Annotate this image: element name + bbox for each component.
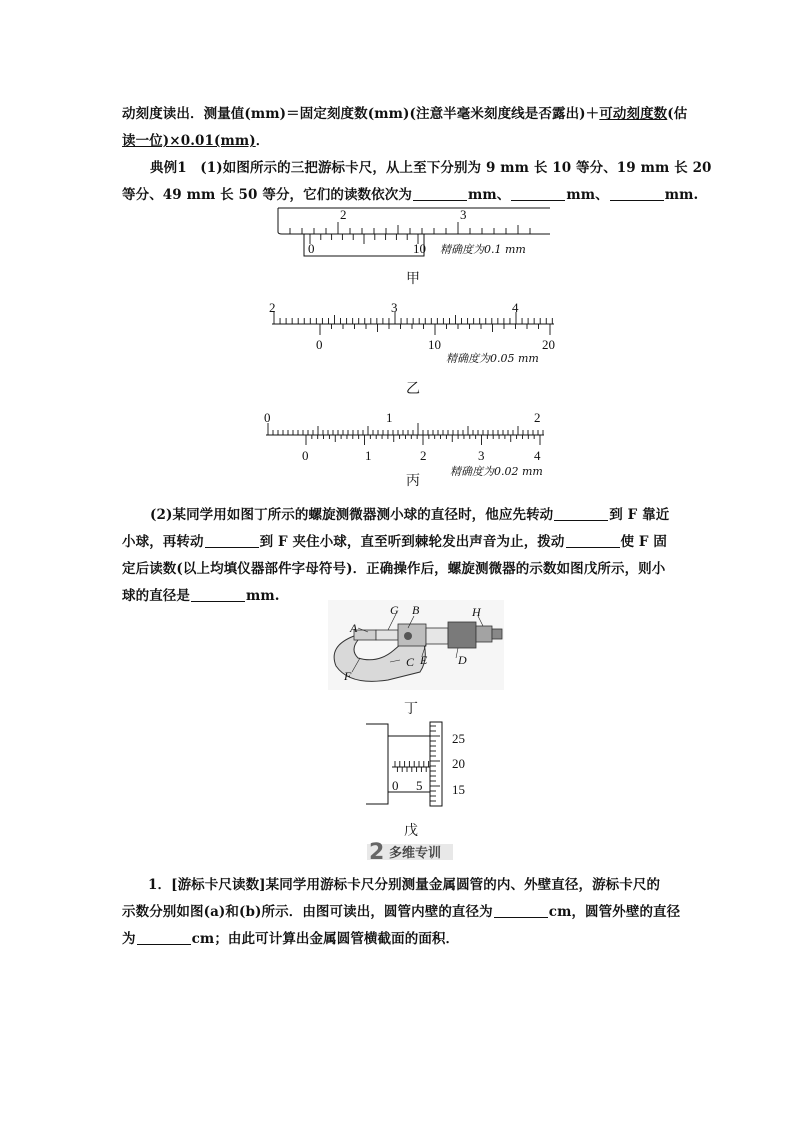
yi-vernier-label-10: 10 [428, 337, 441, 352]
yi-vernier-label-20: 20 [542, 337, 555, 352]
wu-sleeve-label-5: 5 [416, 778, 423, 793]
yi-main-label-4: 4 [512, 300, 519, 315]
section-number: 2 [369, 840, 385, 865]
answer-blank-6[interactable] [566, 535, 620, 548]
yi-main-ticks [274, 312, 552, 324]
part-label-D: D [458, 653, 467, 667]
jia-main-label-2: 2 [340, 207, 347, 222]
figure-caption-bing: 丙 [406, 473, 420, 489]
ding-spindle [376, 630, 398, 640]
exercise-line-1 [148, 873, 660, 893]
exercise-line-3 [122, 927, 459, 947]
unit-mm-3: mm. [664, 187, 699, 203]
example-p1-line-1-text: 典例1 (1)如图所示的三把游标卡尺，从上至下分别为 9 mm 长 10 等分、19 mm 长 20 [150, 160, 712, 176]
answer-blank-4[interactable] [554, 508, 608, 521]
micrometer-reading-wu [362, 722, 482, 806]
ding-sleeve [426, 628, 448, 644]
wu-frame [366, 724, 388, 804]
ding-ratchet-end [492, 629, 502, 639]
bing-main-ticks [268, 423, 543, 435]
example-p2-line-3 [122, 557, 665, 577]
example-p1-line-2-text: 等分、49 mm 长 50 等分，它们的读数依次为 [122, 187, 412, 203]
part-label-H: H [472, 605, 481, 619]
answer-blank-7[interactable] [191, 589, 245, 602]
figure-caption-ding: 丁 [404, 701, 418, 717]
bing-main-label-2: 2 [534, 410, 541, 425]
example-p2-line-2-mid: 到 F 夹住小球，直至听到棘轮发出声音为止，拨动 [259, 534, 565, 550]
example-p2-line-1-tail: 到 F 靠近 [609, 507, 670, 523]
answer-blank-3[interactable] [610, 188, 664, 201]
section-title: 多维专训 [389, 846, 442, 861]
bing-vernier-label-0: 0 [302, 448, 309, 463]
example-p2-line-4-unit: mm. [246, 588, 280, 604]
ding-lock-knob [404, 632, 412, 640]
ding-ratchet [476, 626, 492, 642]
answer-blank-9[interactable] [137, 932, 191, 945]
wu-thimble-label-15: 15 [452, 782, 465, 797]
exercise-line-3-text: 为 [122, 931, 136, 947]
figure-caption-wu: 戊 [404, 823, 418, 839]
example-p2-line-4-text: 球的直径是 [122, 588, 190, 604]
bing-vernier-ticks [306, 435, 540, 445]
figure-caption-yi: 乙 [406, 381, 420, 397]
vernier-caliper-jia [270, 200, 570, 270]
bing-vernier-label-2: 2 [420, 448, 427, 463]
example-p2-line-4 [122, 584, 280, 604]
part-label-A: A [350, 621, 358, 635]
wu-thimble-label-25: 25 [452, 731, 465, 746]
intro-line-2 [122, 129, 269, 149]
micrometer-ding [328, 600, 518, 692]
jia-main-ticks [290, 222, 530, 234]
jia-vernier-ticks [310, 234, 418, 244]
jia-main-scale-body [278, 208, 550, 234]
bing-main-label-0: 0 [264, 410, 271, 425]
intro-underlined-term: 可动刻度数 [599, 106, 668, 122]
part-label-E: E [420, 653, 428, 667]
wu-sleeve-label-0: 0 [392, 778, 399, 793]
yi-vernier-label-0: 0 [316, 337, 323, 352]
figure-caption-jia: 甲 [406, 271, 420, 287]
wu-thimble-label-20: 20 [452, 756, 465, 771]
exercise-line-2 [122, 900, 680, 920]
example-p2-line-1-text: (2)某同学用如图丁所示的螺旋测微器测小球的直径时，他应先转动 [150, 507, 554, 523]
wu-thimble [430, 722, 442, 806]
intro-line-1 [122, 102, 687, 122]
answer-blank-8[interactable] [494, 905, 548, 918]
unit-mm-1: mm、 [467, 187, 511, 203]
example-p2-line-3-text: 定后读数(以上均填仪器部件字母符号)．正确操作后，螺旋测微器的示数如图戊所示，则小 [122, 561, 666, 577]
answer-blank-5[interactable] [205, 535, 259, 548]
yi-accuracy-note: 精确度为0.05 mm [446, 352, 539, 365]
ding-thimble [448, 622, 476, 648]
exercise-line-2-text: 示数分别如图(a)和(b)所示．由图可读出，圆管内壁的直径为 [122, 904, 493, 920]
exercise-line-3-tail: cm；由此可计算出金属圆管横截面的面积． [191, 931, 460, 947]
vernier-caliper-yi [264, 298, 564, 368]
jia-vernier-label-10: 10 [413, 241, 426, 256]
intro-line-2-underlined: 读一位) [122, 133, 170, 149]
section-badge [367, 838, 453, 865]
intro-line-1-tail: (估 [667, 106, 688, 122]
ding-lock [398, 624, 426, 646]
example-p2-line-2-tail: 使 F 固 [620, 534, 667, 550]
part-label-C: C [406, 655, 415, 669]
intro-line-2-formula: ×0.01(mm) [169, 133, 256, 149]
jia-main-label-3: 3 [460, 207, 467, 222]
jia-vernier-label-0: 0 [308, 241, 315, 256]
yi-main-label-3: 3 [391, 300, 398, 315]
bing-vernier-label-4: 4 [534, 448, 541, 463]
example-p1-line-1 [150, 156, 712, 176]
part-label-G: G [390, 603, 399, 617]
bing-accuracy-note: 精确度为0.02 mm [450, 465, 543, 478]
intro-line-1-text: 动刻度读出．测量值(mm)＝固定刻度数(mm)(注意半毫米刻度线是否露出)＋ [122, 106, 600, 122]
part-label-F: F [344, 669, 352, 683]
example-p2-line-2 [122, 530, 667, 550]
bing-vernier-label-1: 1 [365, 448, 372, 463]
example-p2-line-2-text: 小球，再转动 [122, 534, 204, 550]
unit-mm-2: mm、 [566, 187, 609, 203]
yi-vernier-ticks [320, 324, 550, 335]
bing-vernier-label-3: 3 [478, 448, 485, 463]
jia-accuracy-note: 精确度为0.1 mm [440, 243, 526, 256]
yi-main-label-2: 2 [269, 300, 276, 315]
bing-main-label-1: 1 [386, 410, 393, 425]
intro-line-2-tail: ． [255, 133, 270, 149]
example-p2-line-1 [150, 503, 669, 523]
part-label-B: B [412, 603, 420, 617]
exercise-line-2-tail: cm，圆管外壁的直径 [548, 904, 681, 920]
exercise-line-1-text: 1．[游标卡尺读数]某同学用游标卡尺分别测量金属圆管的内、外壁直径，游标卡尺的 [148, 877, 661, 893]
